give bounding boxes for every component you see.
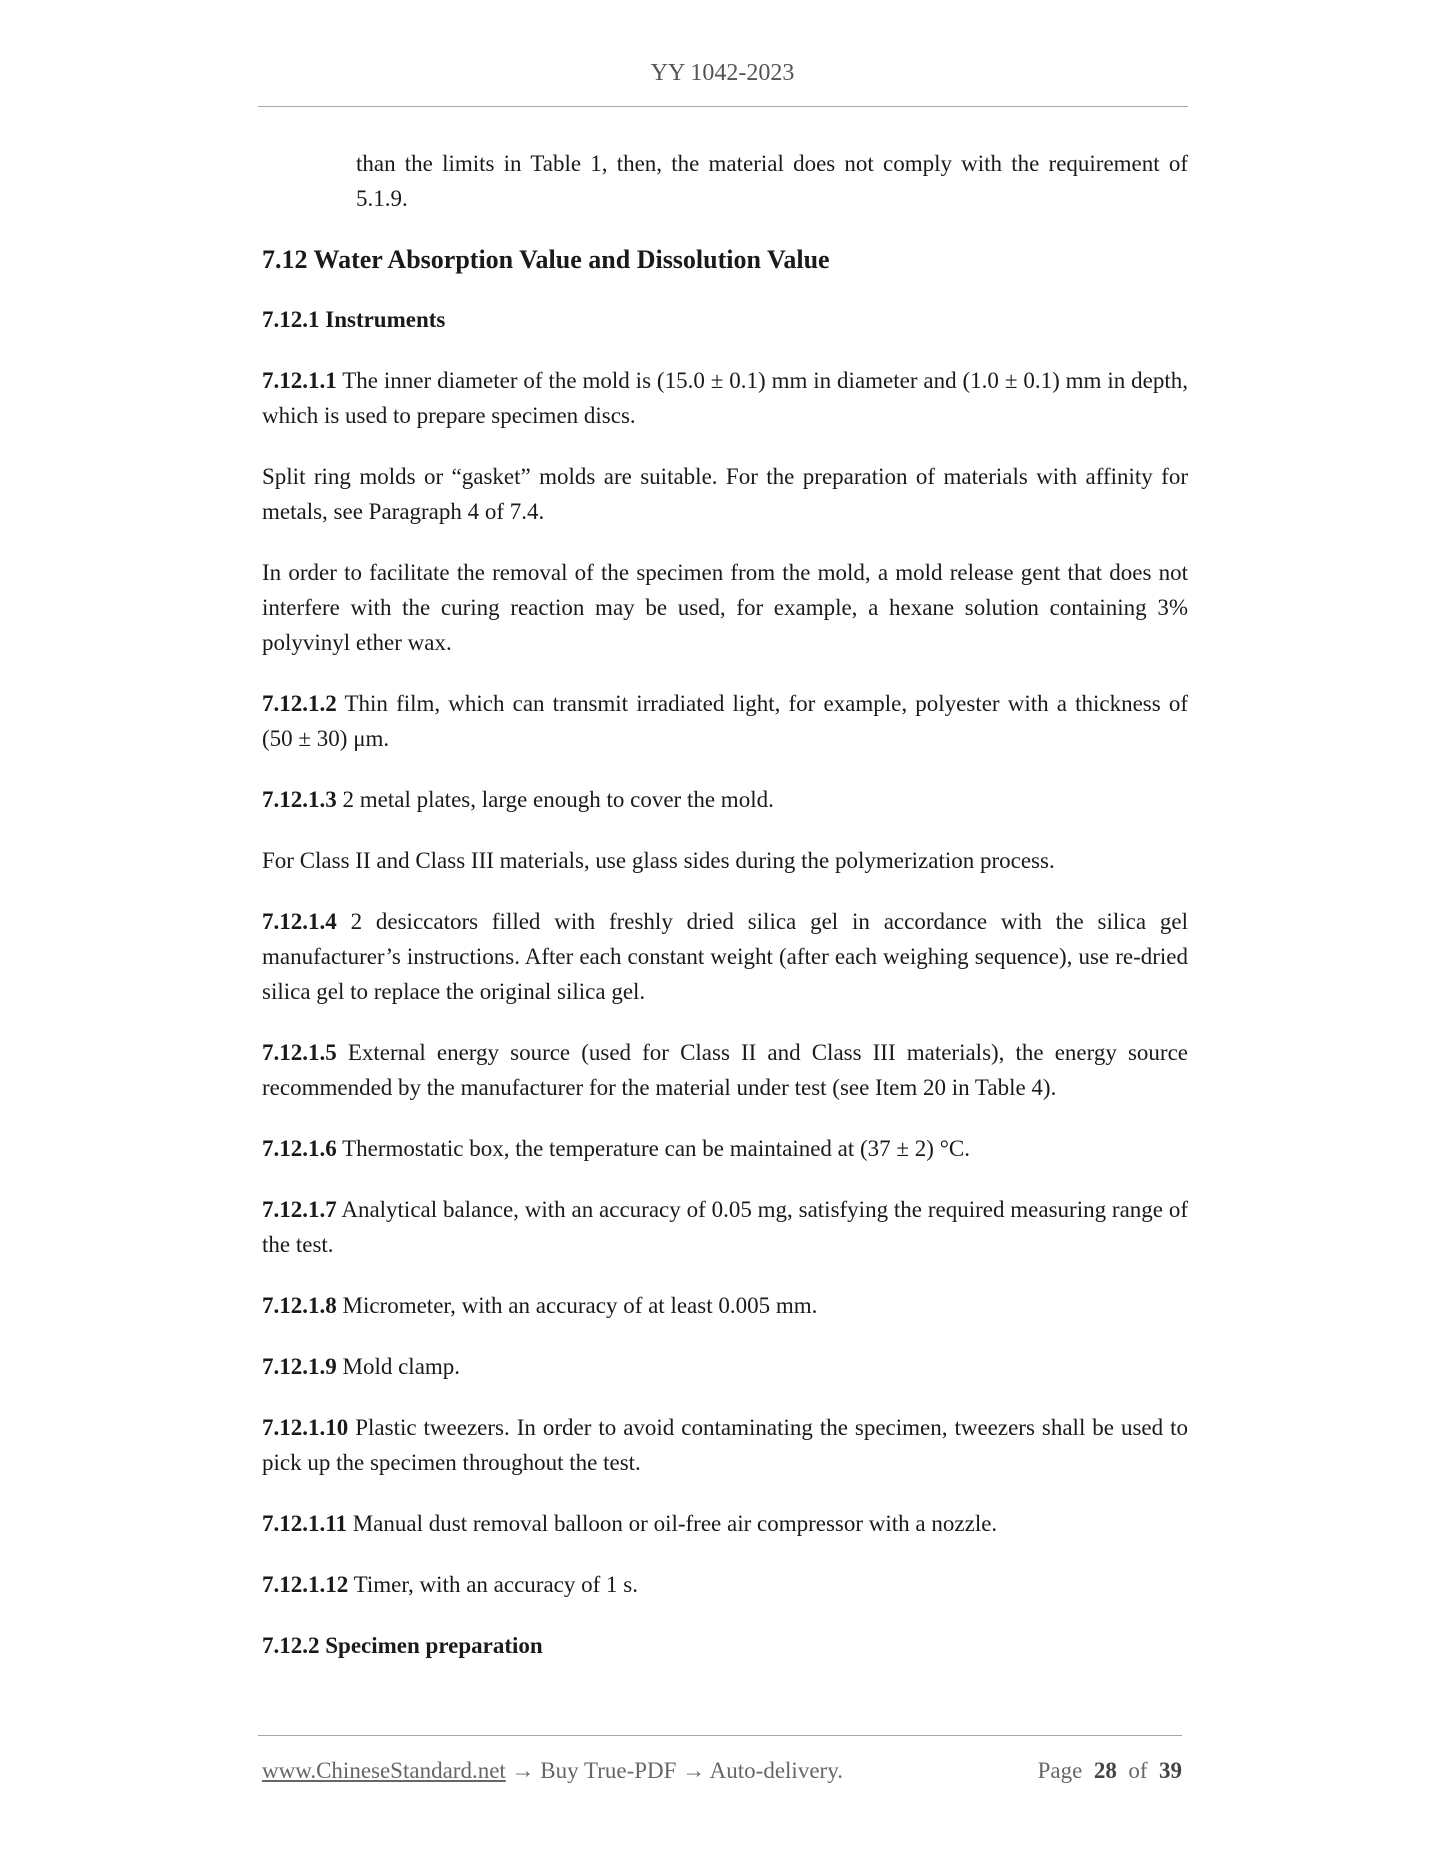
page-label: Page <box>1037 1758 1083 1783</box>
clause-number: 7.12.1.6 <box>262 1136 337 1161</box>
clause-7-12-1-9 <box>262 1349 1188 1384</box>
clause-number: 7.12.1.1 <box>262 368 337 393</box>
clause-7-12-1-4 <box>262 904 1188 1009</box>
clause-text: Micrometer, with an accuracy of at least 0.005 mm. <box>342 1293 818 1318</box>
clause-7-12-1-1 <box>262 363 1188 433</box>
clause-number: 7.12.1.7 <box>262 1197 337 1222</box>
clause-7-12-1-11 <box>262 1506 1188 1541</box>
clause-7-12-1-7 <box>262 1192 1188 1262</box>
clause-text: External energy source (used for Class II and Class III materials), the energy source recommended by the manufacturer for the material under test (see Item 20 in Table 4). <box>262 1040 1188 1100</box>
clause-number: 7.12.1.9 <box>262 1354 337 1379</box>
section-heading: 7.12 Water Absorption Value and Dissolution Value <box>262 245 830 274</box>
clause-text: Mold clamp. <box>342 1354 461 1379</box>
continuation-paragraph: than the limits in Table 1, then, the material does not comply with the requirement of 5.1.9. <box>356 151 1188 211</box>
clause-text: Manual dust removal balloon or oil-free air compressor with a nozzle. <box>352 1511 998 1536</box>
paragraph-text: For Class II and Class III materials, use glass sides during the polymerization process. <box>262 848 1055 873</box>
clause-number: 7.12.1.10 <box>262 1415 349 1440</box>
note-paragraph-release-agent <box>262 555 1188 660</box>
page-footer <box>262 1755 1182 1787</box>
note-paragraph-split-ring <box>262 459 1188 529</box>
footer-divider <box>258 1735 1182 1736</box>
subsection-heading-instruments: 7.12.1 Instruments <box>262 307 446 332</box>
clause-7-12-1-2 <box>262 686 1188 756</box>
clause-7-12-1-3 <box>262 782 1188 817</box>
clause-number: 7.12.1.4 <box>262 909 337 934</box>
auto-delivery-text: Auto-delivery. <box>709 1758 843 1783</box>
arrow-right-icon: → <box>682 1758 706 1783</box>
arrow-right-icon: → <box>511 1758 535 1783</box>
buy-pdf-text: Buy True-PDF <box>540 1758 677 1783</box>
note-paragraph-class-materials <box>262 843 1188 878</box>
clause-number: 7.12.1.3 <box>262 787 337 812</box>
clause-number: 7.12.1.2 <box>262 691 337 716</box>
clause-7-12-1-12 <box>262 1567 1188 1602</box>
clause-text: The inner diameter of the mold is (15.0 ± 0.1) mm in diameter and (1.0 ± 0.1) mm in depth, which is used to prepare specimen discs. <box>262 368 1188 428</box>
clause-number: 7.12.1.11 <box>262 1511 347 1536</box>
page-current: 28 <box>1093 1758 1117 1783</box>
header-divider <box>258 106 1188 107</box>
subsection-heading-specimen: 7.12.2 Specimen preparation <box>262 1633 543 1658</box>
clause-7-12-1-6 <box>262 1131 1188 1166</box>
page-indicator <box>1038 1755 1182 1787</box>
website-link[interactable]: www.ChineseStandard.net <box>262 1758 506 1783</box>
clause-number: 7.12.1.5 <box>262 1040 337 1065</box>
clause-text: Thin film, which can transmit irradiated light, for example, polyester with a thickness of (50 ± 30) μm. <box>262 691 1188 751</box>
clause-7-12-1-8 <box>262 1288 1188 1323</box>
page-content <box>262 146 1188 1689</box>
clause-text: 2 metal plates, large enough to cover the mold. <box>342 787 774 812</box>
paragraph-text: In order to facilitate the removal of the specimen from the mold, a mold release gent that does not interfere with the curing reaction may be used, for example, a hexane solution containing 3% polyvinyl ether wax. <box>262 560 1188 655</box>
page-of-label: of <box>1128 1758 1148 1783</box>
clause-text: Timer, with an accuracy of 1 s. <box>353 1572 638 1597</box>
clause-text: Analytical balance, with an accuracy of 0.05 mg, satisfying the required measuring range of the test. <box>262 1197 1189 1257</box>
page-total: 39 <box>1159 1758 1182 1783</box>
clause-7-12-1-5 <box>262 1035 1188 1105</box>
clause-text: Thermostatic box, the temperature can be maintained at (37 ± 2) °C. <box>342 1136 971 1161</box>
document-header-title: YY 1042-2023 <box>650 60 795 86</box>
clause-text: 2 desiccators filled with freshly dried silica gel in accordance with the silica gel manufacturer’s instructions. After each constant weight (after each weighing sequence), use re-dried silica gel to replace the original silica gel. <box>262 909 1189 1004</box>
clause-number: 7.12.1.12 <box>262 1572 349 1597</box>
clause-7-12-1-10 <box>262 1410 1188 1480</box>
clause-number: 7.12.1.8 <box>262 1293 337 1318</box>
paragraph-text: Split ring molds or “gasket” molds are suitable. For the preparation of materials with affinity for metals, see Paragraph 4 of 7.4. <box>262 464 1188 524</box>
clause-text: Plastic tweezers. In order to avoid contaminating the specimen, tweezers shall be used to pick up the specimen throughout the test. <box>262 1415 1189 1475</box>
